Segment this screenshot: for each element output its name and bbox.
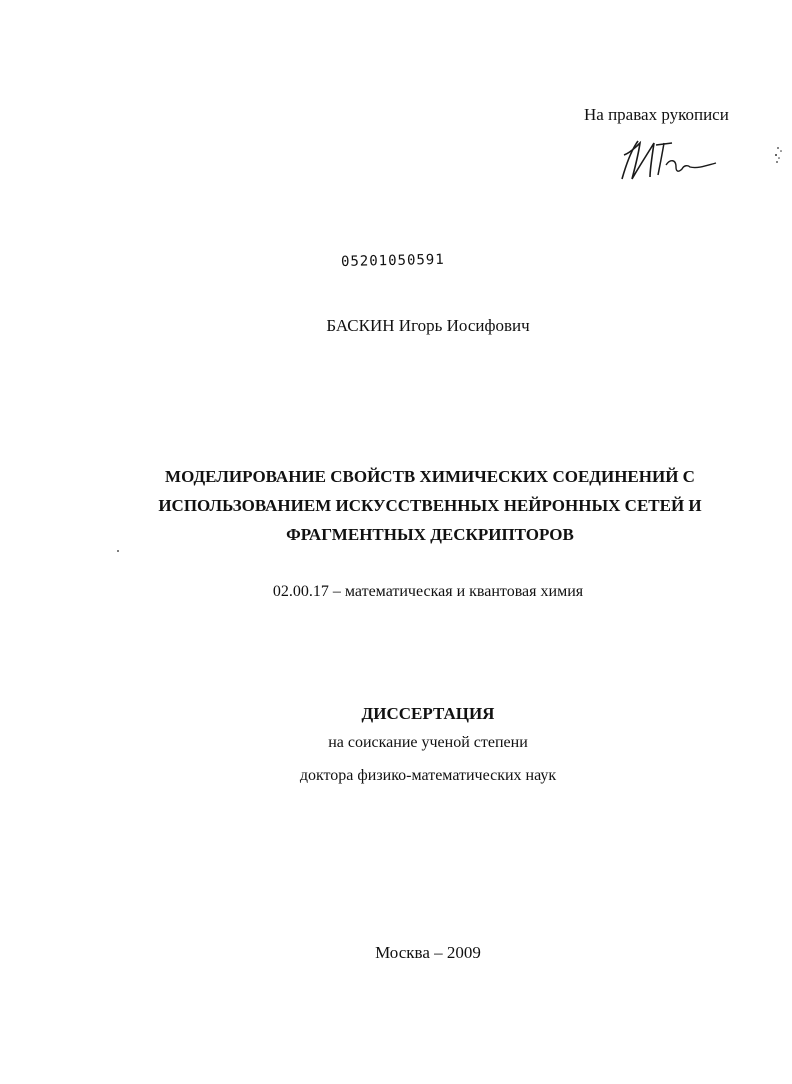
specialty-code: 02.00.17 – математическая и квантовая химия [272,583,584,600]
degree-line-1: на соискание ученой степени [328,734,528,751]
title-line-2: ИСПОЛЬЗОВАНИЕМ ИСКУССТВЕННЫХ НЕЙРОННЫХ СЕТЕЙ И [158,496,702,515]
handwritten-signature [610,135,720,185]
author-name: БАСКИН Игорь Иосифович [326,316,530,335]
title-line-1: МОДЕЛИРОВАНИЕ СВОЙСТВ ХИМИЧЕСКИХ СОЕДИНЕНИЙ С [165,467,695,486]
stray-mark [117,550,119,552]
degree-line-2: доктора физико-математических наук [299,767,557,784]
page-specks [768,144,784,166]
registration-number: 05201050591 [340,251,445,270]
manuscript-rights-note: На правах рукописи [584,105,729,124]
document-type-heading: ДИССЕРТАЦИЯ [361,704,495,723]
title-line-3: ФРАГМЕНТНЫХ ДЕСКРИПТОРОВ [286,525,574,544]
dissertation-title [0,462,792,549]
city-year: Москва – 2009 [375,943,481,962]
